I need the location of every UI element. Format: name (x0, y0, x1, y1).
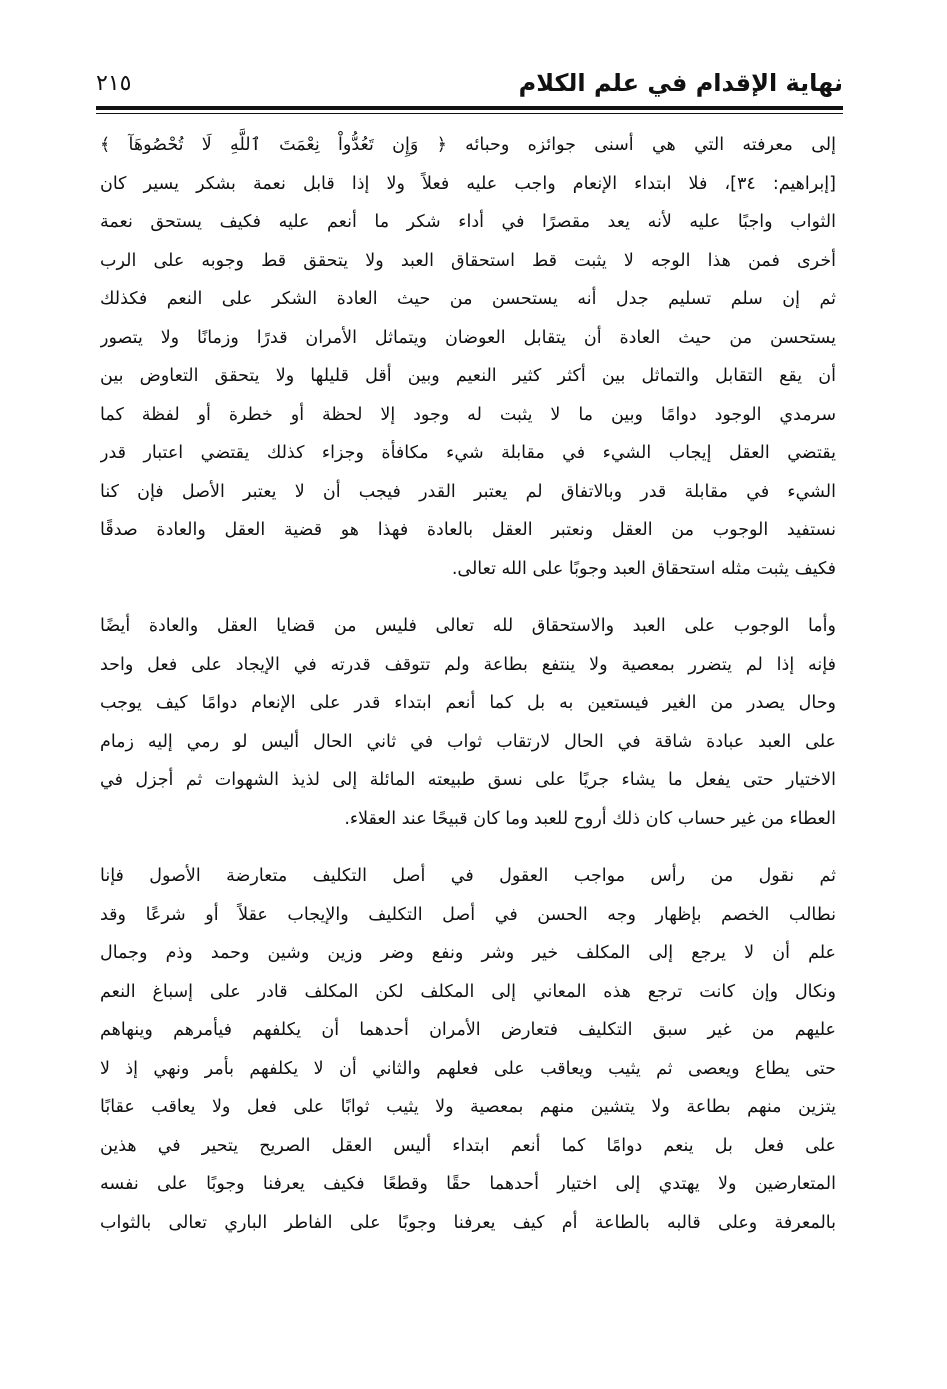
text-line: فإنه إذا لم يتضرر بمعصية ولا ينتفع بطاعة ولم تتوقف قدرته في الإيجاد على فعل واحد (100, 654, 836, 675)
text-line: حتى يطاع ويعصى ثم يثيب ويعاقب على فعلهم والثاني أن لا يكلفهم بأمر ونهي إذ لا (100, 1058, 836, 1079)
text-line: الشيء في مقابلة قدر وبالاتفاق لم يعتبر القدر فيجب أن لا يعتبر الأصل فإن كنا (100, 481, 836, 502)
text-line: على العبد عبادة شاقة في الحال لارتقاب ثواب في ثاني الحال أليس لو رمي إليه زمام (100, 731, 836, 752)
paragraph-2 (100, 607, 836, 838)
text-line: ثم نقول من رأس مواجب العقول في أصل التكليف متعارضة الأصول فإنا (100, 866, 836, 886)
header-rule-thick (96, 106, 843, 110)
text-line: المتعارضين ولا يهتدي إلى اختيار أحدهما حقًا وقطعًا فكيف يعرفنا وجوبًا على نفسه (100, 1174, 836, 1194)
text-line: وأما الوجوب على العبد والاستحقاق لله تعالى فليس من قضايا العقل والعادة أيضًا (100, 616, 836, 636)
text-line: نستفيد الوجوب من العقل ونعتبر العقل بالعادة فهذا هو قضية العقل والعادة صدقًا (100, 520, 836, 540)
text-line: ثم إن سلم تسليم جدل أنه يستحسن من حيث العادة الشكر على النعم فكذلك (100, 289, 836, 309)
text-line: عليهم من غير سبق التكليف فتعارض الأمران أحدهما أن يكلفهم فيأمرهم وينهاهم (100, 1020, 836, 1040)
text-line: أخرى فمن هذا الوجه لا يثبت قط استحقاق العبد ولا يتحقق قط وجوبه على الرب (100, 250, 836, 271)
page-number: ٢١٥ (96, 71, 132, 96)
text-line: الاختيار حتى يفعل ما يشاء جريًا على نسق طبيعته المائلة إلى لذيذ الشهوات ثم أجزل في (100, 770, 836, 790)
text-line: الثواب واجبًا عليه لأنه يعد مقصرًا في أداء شكر ما أنعم عليه فكيف يستحق نعمة (100, 212, 836, 232)
text-line: سرمدي الوجود دوامًا وبين ما لا يثبت له وجود إلا لحظة أو خطرة أو لفظة كما (100, 404, 836, 425)
text-line: بالمعرفة وعلى قالبه بالطاعة أم كيف يعرفنا وجوبًا على الفاطر الباري تعالى بالثواب (100, 1212, 836, 1233)
header-rule-thin (96, 113, 843, 114)
text-line: ونكال وإن كانت ترجع هذه المعاني إلى المكلف لكن المكلف قادر على إسباغ النعم (100, 981, 836, 1002)
text-line: [إبراهيم: ٣٤]، فلا ابتداء الإنعام واجب عليه فعلاً ولا إذا قابل نعمة بشكر يسير كان (100, 173, 836, 194)
text-line: وحال يصدر من الغير فيستعين به بل كما أنعم ابتداء قدر على الإنعام دوامًا كيف يوجب (100, 693, 836, 713)
text-line: نطالب الخصم بإظهار وجه الحسن في أصل التكليف والإيجاب عقلاً أو شرعًا وقد (100, 904, 836, 925)
text-line: فكيف يثبت مثله استحقاق العبد وجوبًا على الله تعالى. (451, 558, 836, 579)
book-title: نهاية الإقدام في علم الكلام (518, 69, 843, 97)
text-line: أن يقع التقابل والتماثل بين أكثر كثير النعيم وبين أقل قليلها ولا يتحقق التعاوض بين (100, 366, 836, 386)
paragraph-3 (100, 857, 836, 1242)
text-line: علم أن لا يرجع إلى المكلف خير وشر ونفع وضر وزين وشين وحمد وذم وجمال (100, 943, 836, 963)
paragraph-1 (100, 126, 836, 588)
text-line: إلى معرفته التي هي أسنى جوائزه وحبائه ﴿ وَإِن تَعُدُّواْ نِعْمَتَ ٱللَّهِ لَا تُحْصُوهَآ ﴾ (100, 135, 836, 155)
text-line: يتزين منهم بطاعة ولا يتشين منهم بمعصية ولا يثيب ثوابًا على فعل ولا يعاقب عقابًا (100, 1097, 836, 1117)
running-header (96, 66, 843, 106)
text-line: العطاء من غير حساب كان ذلك أروح للعبد وما كان قبيحًا عند العقلاء. (344, 808, 836, 829)
body-text (100, 126, 836, 1261)
text-line: على فعل بل ينعم دوامًا كما أنعم ابتداء أليس العقل الصريح يتحير في هذين (100, 1135, 836, 1156)
text-line: يستحسن من حيث العادة أن يتقابل العوضان ويتماثل الأمران قدرًا وزمانًا ولا يتصور (100, 327, 836, 348)
text-line: يقتضي العقل إيجاب الشيء في مقابلة شيء مكافأة وجزاء كذلك يقتضي اعتبار قدر (100, 443, 836, 463)
